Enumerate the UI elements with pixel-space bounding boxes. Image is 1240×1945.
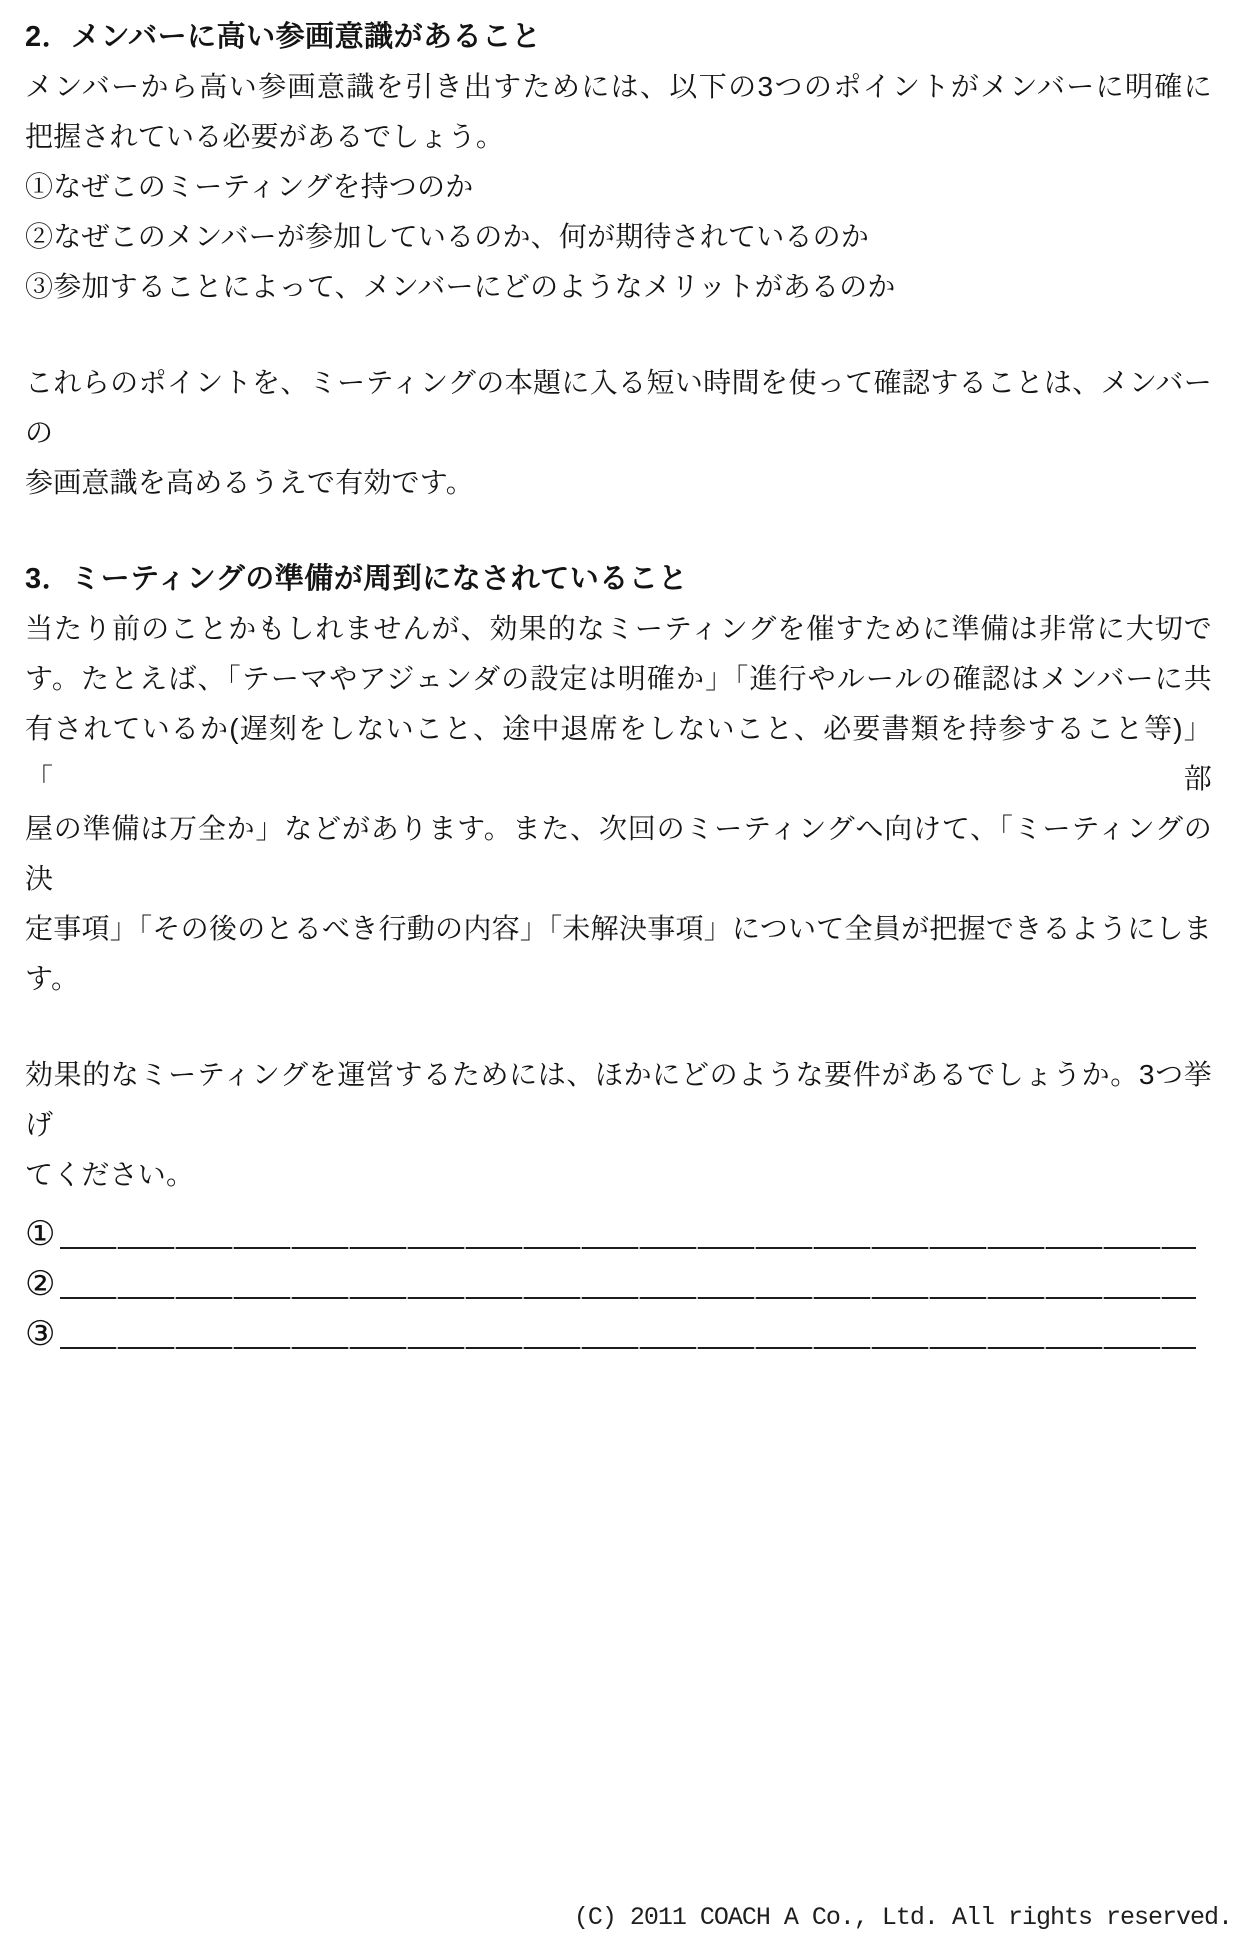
section-3-body-line-6: す。	[25, 963, 80, 994]
exercise-prompt-line-1: 効果的なミーティングを運営するためには、ほかにどのような要件があるでしょうか。3つ挙げ	[25, 1059, 1212, 1140]
section-2-point-1: ①なぜこのミーティングを持つのか	[25, 171, 474, 202]
section-3-body-line-2: す。たとえば、「テーマやアジェンダの設定は明確か」「進行やルールの確認はメンバーに共	[25, 663, 1212, 694]
paragraph-gap	[25, 1004, 1212, 1050]
paragraph-gap	[25, 312, 1212, 358]
answer-number-2: ②	[25, 1265, 56, 1303]
answer-row-1	[25, 1208, 1212, 1258]
section-3-body-line-1: 当たり前のことかもしれませんが、効果的なミーティングを催すために準備は非常に大切で	[25, 613, 1212, 644]
answer-number-1: ①	[25, 1215, 56, 1253]
section-3-body-line-4: 屋の準備は万全か」などがあります。また、次回のミーティングへ向けて、「ミーティングの決	[25, 813, 1212, 894]
section-2-summary-line-1: これらのポイントを、ミーティングの本題に入る短い時間を使って確認することは、メンバーの	[25, 367, 1212, 448]
answer-number-3: ③	[25, 1315, 56, 1353]
section-2-point-2: ②なぜこのメンバーが参加しているのか、何が期待されているのか	[25, 221, 870, 252]
section-2-heading: 2．メンバーに高い参画意識があること	[25, 21, 542, 53]
section-2-intro-line-2: 把握されている必要があるでしょう。	[25, 121, 505, 152]
exercise-prompt-line-2: てください。	[25, 1159, 195, 1190]
section-2-summary-line-2: 参画意識を高めるうえで有効です。	[25, 467, 474, 498]
answer-blank-line-1	[60, 1247, 1196, 1249]
exercise-answer-blanks	[25, 1208, 1212, 1358]
answer-row-3	[25, 1308, 1212, 1358]
section-2-intro-line-1: メンバーから高い参画意識を引き出すためには、以下の3つのポイントがメンバーに明確に	[25, 71, 1212, 102]
section-3-heading: 3．ミーティングの準備が周到になされていること	[25, 563, 688, 595]
section-2-point-3: ③参加することによって、メンバーにどのようなメリットがあるのか	[25, 271, 896, 302]
section-3-body-line-5: 定事項」「その後のとるべき行動の内容」「未解決事項」について全員が把握できるようにしま	[25, 913, 1212, 944]
section-3-body-line-3: 有されているか(遅刻をしないこと、途中退席をしないこと、必要書類を持参すること等)」「部	[25, 713, 1212, 794]
answer-blank-line-2	[60, 1297, 1196, 1299]
answer-blank-line-3	[60, 1347, 1196, 1349]
copyright-notice: (C) 2011 COACH A Co., Ltd. All rights reserved.	[573, 1903, 1232, 1932]
answer-row-2	[25, 1258, 1212, 1308]
section-gap	[25, 508, 1212, 554]
